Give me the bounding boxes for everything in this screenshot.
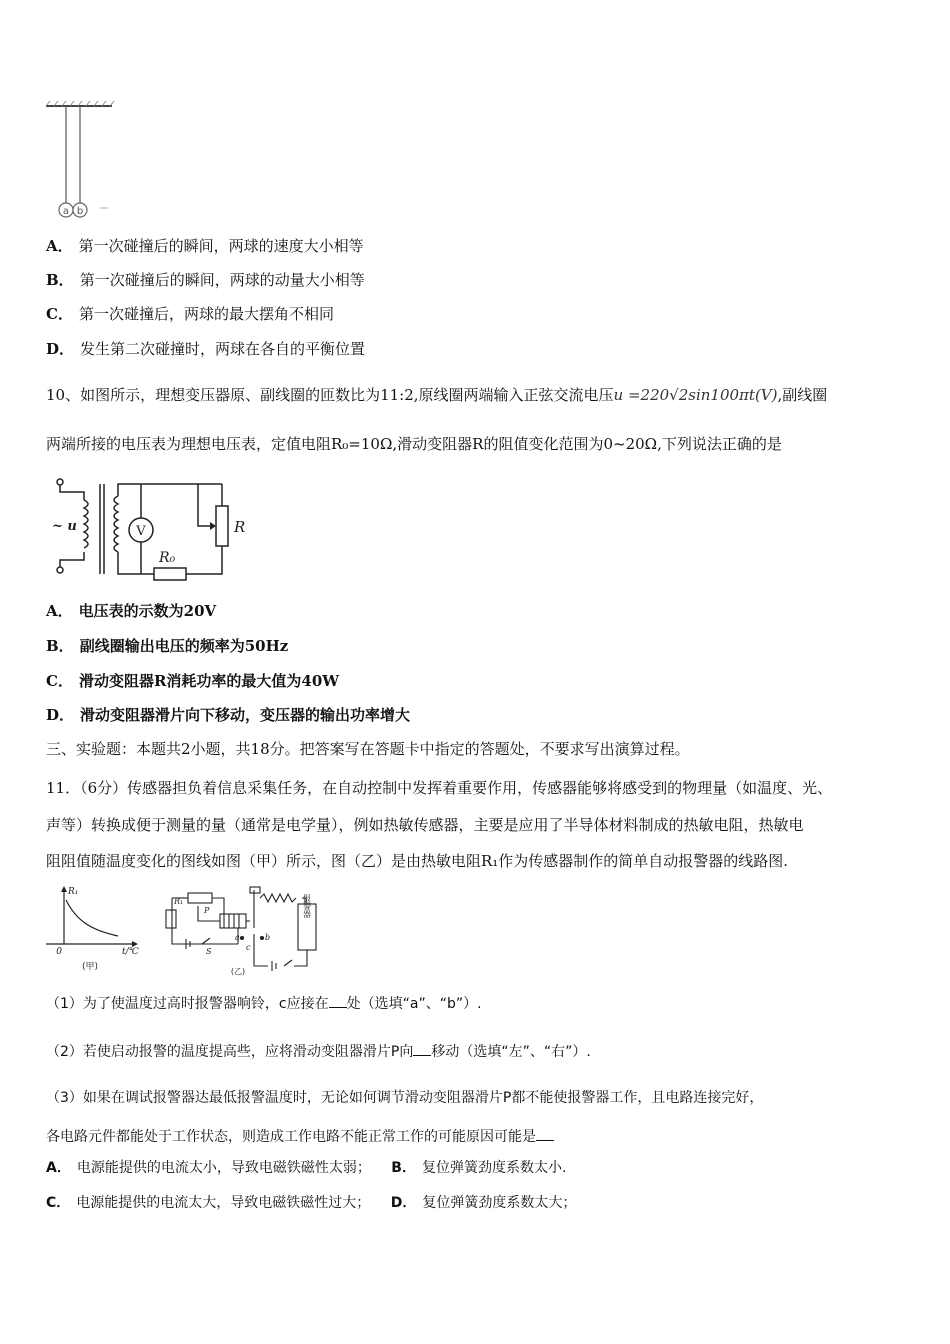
r-label: R (234, 518, 246, 536)
q11-sub3-line1: （3）如果在调试报警器达最低报警温度时，无论如何调节滑动变阻器滑片P都不能使报警器工作，且电路连接完好， (46, 1090, 764, 1106)
q9-option-c: C． 第一次碰撞后，两球的最大摆角不相同 (46, 305, 334, 323)
r1-label: R₁ (174, 897, 184, 906)
graph-xlabel: t/℃ (122, 947, 139, 957)
alarm-circuit-figure (158, 884, 323, 976)
b-label: b (265, 933, 271, 942)
q10-formula: u =220√2sin100πt(V) (613, 386, 778, 404)
q11-stem-line1: 11．（6分）传感器担负着信息采集任务，在自动控制中发挥着重要作用，传感器能够将感受到的物理量（如温度、光、 (46, 779, 833, 797)
alarm-label: 报警器 (302, 894, 312, 918)
pendulum-figure (44, 100, 124, 222)
source-label: ~ u (52, 519, 77, 534)
q10-stem-line2: 两端所接的电压表为理想电压表，定值电阻R₀=10Ω,滑动变阻器R的阻值变化范围为0~20Ω,下列说法正确的是 (46, 435, 782, 453)
section-3-title: 三、实验题：本题共2小题，共18分。把答案写在答题卡中指定的答题处，不要求写出演算过程。 (46, 740, 690, 758)
q10-stem: 10、如图所示，理想变压器原、副线圈的匝数比为11:2,原线圈两端输入正弦交流电压u =220√2sin100πt(V),副线圈 (46, 386, 828, 404)
q11-choices-row1 (46, 1158, 910, 1178)
ball-b-label: b (76, 206, 84, 217)
q9-option-b: B． 第一次碰撞后的瞬间，两球的动量大小相等 (46, 271, 365, 289)
answer-blank-1[interactable] (329, 993, 347, 1008)
transformer-circuit-figure (46, 470, 256, 585)
q9-option-a: A． 第一次碰撞后的瞬间，两球的速度大小相等 (46, 237, 364, 255)
voltmeter-label: V (136, 524, 146, 539)
choice-a: A． 电源能提供的电流太小，导致电磁铁磁性太弱； (46, 1160, 371, 1176)
p-label: P (204, 906, 210, 915)
q11-stem-line2: 声等）转换成便于测量的量（通常是电学量），例如热敏传感器，主要是应用了半导体材料制成的热敏电阻，热敏电 (46, 816, 804, 834)
q11-choices-row2 (46, 1193, 910, 1213)
graph-caption: (甲) (81, 962, 99, 972)
circuit-caption: (乙) (230, 967, 246, 976)
q10-option-a: A． 电压表的示数为20V (46, 602, 217, 620)
q10-option-b: B． 副线圈输出电压的频率为50Hz (46, 637, 289, 655)
q10-option-c: C． 滑动变阻器R消耗功率的最大值为40W (46, 672, 340, 690)
graph-ylabel: R₁ (68, 887, 79, 897)
q11-sub2: （2）若使启动报警的温度提高些，应将滑动变阻器滑片P向 移动（选填“左”、“右”）. (46, 1041, 910, 1062)
r0-label: R₀ (159, 550, 176, 566)
answer-blank-2[interactable] (413, 1041, 431, 1056)
choice-d: D． 复位弹簧劲度系数太大； (390, 1195, 577, 1211)
q10-option-d: D． 滑动变阻器滑片向下移动，变压器的输出功率增大 (46, 706, 411, 724)
q11-sub3-line2: 各电路元件都能处于工作状态，则造成工作电路不能正常工作的可能原因可能是 (46, 1126, 910, 1147)
a-label: a (235, 933, 240, 942)
s-label: S (206, 947, 212, 956)
q11-stem-line3: 阻阻值随温度变化的图线如图（甲）所示，图（乙）是由热敏电阻R₁作为传感器制作的简单自动报警器的线路图. (46, 852, 789, 870)
thermistor-graph-figure (42, 884, 142, 974)
choice-b: B． 复位弹簧劲度系数太小. (391, 1160, 567, 1176)
answer-blank-3[interactable] (536, 1126, 554, 1141)
q11-sub1: （1）为了使温度过高时报警器响铃，c应接在 处（选填“a”、“b”）. (46, 993, 910, 1014)
choice-c: C． 电源能提供的电流太大，导致电磁铁磁性过大； (46, 1195, 371, 1211)
q9-option-d: D． 发生第二次碰撞时，两球在各自的平衡位置 (46, 340, 366, 358)
ball-a-label: a (62, 206, 70, 217)
c-label: c (246, 943, 251, 952)
graph-origin: 0 (56, 947, 62, 957)
